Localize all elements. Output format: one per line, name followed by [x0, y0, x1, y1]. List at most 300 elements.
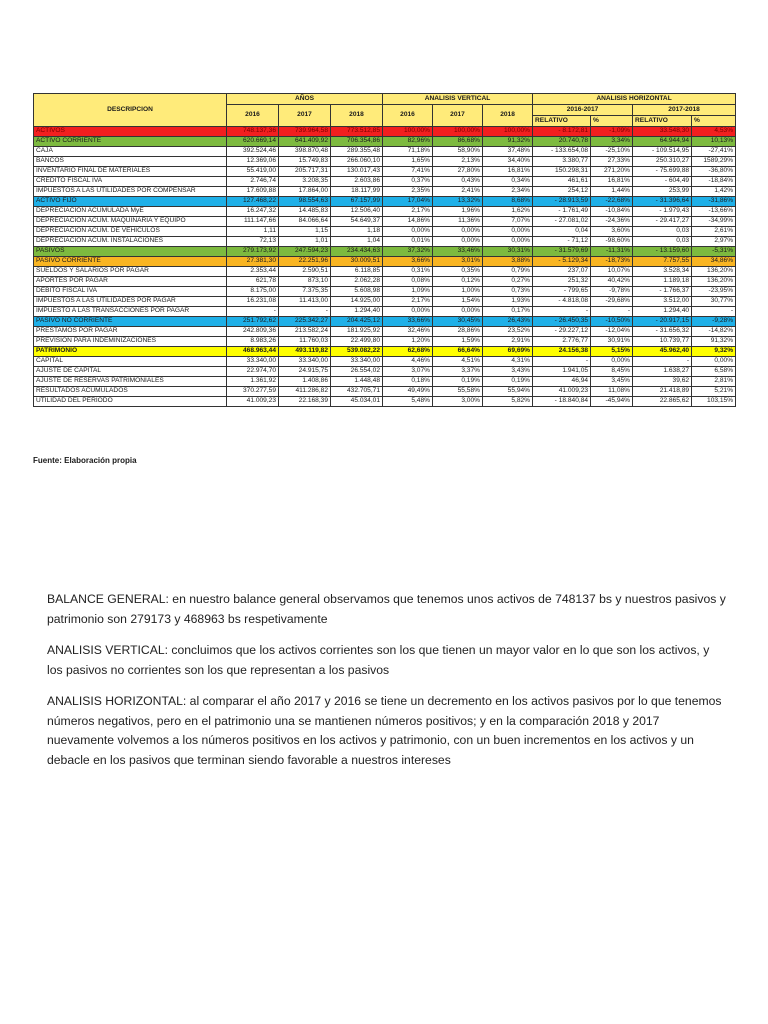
table-cell: 411.286,82 — [279, 387, 331, 397]
table-cell: 27,80% — [433, 167, 483, 177]
table-cell: 1,62% — [483, 207, 533, 217]
table-cell: 289.355,48 — [331, 147, 383, 157]
table-cell: 1,93% — [483, 297, 533, 307]
table-cell: -34,99% — [692, 217, 736, 227]
table-cell: - 133.654,08 — [533, 147, 591, 157]
row-label: ACTIVO CORRIENTE — [34, 137, 227, 147]
table-cell: 45.034,01 — [331, 397, 383, 407]
header-period-2017-2018: 2017-2018 — [633, 105, 736, 116]
table-cell: 67.157,99 — [331, 197, 383, 207]
table-cell: 6,58% — [692, 367, 736, 377]
table-cell: 30,31% — [483, 247, 533, 257]
table-cell: 55,58% — [433, 387, 483, 397]
table-cell: 370.277,59 — [227, 387, 279, 397]
row-label: ACTIVO FIJO — [34, 197, 227, 207]
table-cell: 2,91% — [483, 337, 533, 347]
table-cell: 3,37% — [433, 367, 483, 377]
table-row — [34, 137, 736, 147]
table-cell: 1.294,40 — [331, 307, 383, 317]
row-label: DEPRECIACION ACUM. INSTALACIONES — [34, 237, 227, 247]
header-anos: AÑOS — [227, 94, 383, 105]
table-row — [34, 307, 736, 317]
table-cell: 242.809,36 — [227, 327, 279, 337]
table-cell: - 29.417,27 — [633, 217, 692, 227]
table-cell: 24.915,75 — [279, 367, 331, 377]
table-cell: 39,62 — [633, 377, 692, 387]
table-cell: 213.582,24 — [279, 327, 331, 337]
table-cell: 127.468,22 — [227, 197, 279, 207]
table-cell: 37,48% — [483, 147, 533, 157]
table-cell: 14.925,00 — [331, 297, 383, 307]
table-row — [34, 197, 736, 207]
table-cell: 22.499,80 — [331, 337, 383, 347]
row-label: IMPUESTOS A LAS UTILIDADES POR PAGAR — [34, 297, 227, 307]
table-cell: -10,84% — [591, 207, 633, 217]
table-cell: 1,65% — [383, 157, 433, 167]
table-cell: 17.609,88 — [227, 187, 279, 197]
table-cell: 3,88% — [483, 257, 533, 267]
table-cell: 1,42% — [692, 187, 736, 197]
table-cell: 2.776,77 — [533, 337, 591, 347]
row-label: CREDITO FISCAL IVA — [34, 177, 227, 187]
table-cell: 2,97% — [692, 237, 736, 247]
table-cell: 5,48% — [383, 397, 433, 407]
table-cell: 0,31% — [383, 267, 433, 277]
row-label: INVENTARIO FINAL DE MATERIALES — [34, 167, 227, 177]
table-cell: -23,95% — [692, 287, 736, 297]
table-cell: 432.705,71 — [331, 387, 383, 397]
table-cell: 0,19% — [483, 377, 533, 387]
table-cell: - 71,12 — [533, 237, 591, 247]
table-cell: 0,08% — [383, 277, 433, 287]
table-row — [34, 227, 736, 237]
table-cell: -12,04% — [591, 327, 633, 337]
table-cell: 1,59% — [433, 337, 483, 347]
table-cell: 5,15% — [591, 347, 633, 357]
table-cell: 2,34% — [483, 187, 533, 197]
table-cell: 55.419,00 — [227, 167, 279, 177]
table-cell: 461,61 — [533, 177, 591, 187]
table-cell: 34,86% — [692, 257, 736, 267]
table-cell: 23,52% — [483, 327, 533, 337]
table-cell: 0,00% — [483, 227, 533, 237]
table-cell: - 20.917,15 — [633, 317, 692, 327]
table-cell: 40,42% — [591, 277, 633, 287]
table-cell: 24.156,38 — [533, 347, 591, 357]
table-row — [34, 327, 736, 337]
table-cell: 12.506,40 — [331, 207, 383, 217]
table-cell: - 13.159,60 — [633, 247, 692, 257]
table-cell: - 8.172,81 — [533, 127, 591, 137]
row-label: ACTIVOS — [34, 127, 227, 137]
table-cell: 55,94% — [483, 387, 533, 397]
table-cell: 33,46% — [433, 247, 483, 257]
table-cell: -10,50% — [591, 317, 633, 327]
table-cell: 620.669,14 — [227, 137, 279, 147]
table-cell: 1.941,05 — [533, 367, 591, 377]
table-cell: 0,27% — [483, 277, 533, 287]
table-row — [34, 217, 736, 227]
table-row — [34, 267, 736, 277]
source-note: Fuente: Elaboración propia — [33, 456, 137, 465]
table-cell: 15.749,83 — [279, 157, 331, 167]
table-cell: 28,86% — [433, 327, 483, 337]
table-cell: 18.117,99 — [331, 187, 383, 197]
table-cell: 3,66% — [383, 257, 433, 267]
table-cell: 0,00% — [433, 227, 483, 237]
table-cell: 7,41% — [383, 167, 433, 177]
table-cell: 1589,29% — [692, 157, 736, 167]
table-cell: - — [533, 307, 591, 317]
table-cell: 136,20% — [692, 277, 736, 287]
table-cell: 8.983,26 — [227, 337, 279, 347]
paragraph-analisis-horizontal: ANALISIS HORIZONTAL: al comparar el año 2017 y 2016 se tiene un decremento en los activos pasivos por lo que tenemos números negativos, pero en el patrimonio una se mantienen números positivos; y en la comparación 2018 y 2017 nuevamente volvemos a los números positivos en los activos y patrimonio, con un buen incrementos en los activos y un debacle en los pasivos que terminan siendo favorable a nuestros intereses — [47, 694, 722, 767]
table-cell: 2.062,28 — [331, 277, 383, 287]
table-row — [34, 167, 736, 177]
table-cell: 37,32% — [383, 247, 433, 257]
row-label: PASIVOS — [34, 247, 227, 257]
table-cell: 58,90% — [433, 147, 483, 157]
table-cell: 41.009,23 — [227, 397, 279, 407]
table-cell: 69,69% — [483, 347, 533, 357]
table-cell: 3,07% — [383, 367, 433, 377]
row-label: IMPUESTO A LAS TRANSACCIONES POR PAGAR — [34, 307, 227, 317]
table-cell: 33.340,00 — [227, 357, 279, 367]
table-cell: 2,81% — [692, 377, 736, 387]
table-cell: 748.137,36 — [227, 127, 279, 137]
table-cell: 0,00% — [692, 357, 736, 367]
table-cell: 4,46% — [383, 357, 433, 367]
table-cell: -11,31% — [591, 247, 633, 257]
table-cell: 33,66% — [383, 317, 433, 327]
table-cell: 2.590,51 — [279, 267, 331, 277]
table-cell: 103,15% — [692, 397, 736, 407]
table-cell: -9,78% — [591, 287, 633, 297]
table-cell: -27,41% — [692, 147, 736, 157]
table-row — [34, 277, 736, 287]
row-label: PASIVO CORRIENTE — [34, 257, 227, 267]
table-cell: 0,03 — [633, 227, 692, 237]
table-cell: 71,18% — [383, 147, 433, 157]
table-cell: 16.231,08 — [227, 297, 279, 307]
table-cell: 30.009,51 — [331, 257, 383, 267]
table-cell: 22.865,62 — [633, 397, 692, 407]
table-cell: 9,32% — [692, 347, 736, 357]
table-cell: 20.740,78 — [533, 137, 591, 147]
header-pct: % — [692, 116, 736, 127]
table-cell: 205.717,31 — [279, 167, 331, 177]
table-cell: 130.017,43 — [331, 167, 383, 177]
table-cell: 30,45% — [433, 317, 483, 327]
table-cell: 1,00% — [433, 287, 483, 297]
table-cell: 266.060,10 — [331, 157, 383, 167]
header-relativo: RELATIVO — [533, 116, 591, 127]
table-row — [34, 147, 736, 157]
table-cell: 279.173,92 — [227, 247, 279, 257]
table-cell: 72,13 — [227, 237, 279, 247]
row-label: DEPRECIACION ACUM. MAQUINARIA Y EQUIPO — [34, 217, 227, 227]
table-cell: - 604,49 — [633, 177, 692, 187]
table-cell: 0,18% — [383, 377, 433, 387]
table-cell: 251,32 — [533, 277, 591, 287]
table-cell: - 28.913,59 — [533, 197, 591, 207]
table-row — [34, 297, 736, 307]
header-analisis-vertical: ANALISIS VERTICAL — [383, 94, 533, 105]
table-cell: 1,11 — [227, 227, 279, 237]
table-cell: 4,51% — [433, 357, 483, 367]
table-cell: 3,01% — [433, 257, 483, 267]
table-row — [34, 377, 736, 387]
table-cell: 91,32% — [483, 137, 533, 147]
row-label: BANCOS — [34, 157, 227, 167]
table-cell: 3,34% — [591, 137, 633, 147]
row-label: IMPUESTOS A LAS UTILIDADES POR COMPENSAR — [34, 187, 227, 197]
table-row — [34, 127, 736, 137]
table-cell: 7.375,35 — [279, 287, 331, 297]
paragraph-analisis-vertical: ANALISIS VERTICAL: concluimos que los activos corrientes son los que tienen un mayor valor en lo que son los activos, y los pasivos no corrientes son los que representan a los pasivos — [47, 643, 710, 677]
row-label: CAPITAL — [34, 357, 227, 367]
table-cell: 1,20% — [383, 337, 433, 347]
table-cell: 204.425,12 — [331, 317, 383, 327]
table-cell: - 75.699,88 — [633, 167, 692, 177]
table-cell: 22.168,39 — [279, 397, 331, 407]
table-cell: 8,68% — [483, 197, 533, 207]
table-cell: 8,45% — [591, 367, 633, 377]
table-cell: 14.485,83 — [279, 207, 331, 217]
table-cell: 1.361,92 — [227, 377, 279, 387]
table-cell: 392.524,46 — [227, 147, 279, 157]
table-cell: -13,66% — [692, 207, 736, 217]
paragraph-balance-general: BALANCE GENERAL: en nuestro balance general observamos que tenemos unos activos de 748137 bs y nuestros pasivos y patrimonio son 279173 y 468963 bs respetivamente — [47, 592, 726, 626]
table-cell: - — [591, 307, 633, 317]
table-cell: 27.381,30 — [227, 257, 279, 267]
table-cell: 26,43% — [483, 317, 533, 327]
table-cell: - 1.766,37 — [633, 287, 692, 297]
table-cell: 0,34% — [483, 177, 533, 187]
table-cell: 14,86% — [383, 217, 433, 227]
table-cell: 0,19% — [433, 377, 483, 387]
table-cell: 0,73% — [483, 287, 533, 297]
table-cell: 11.760,03 — [279, 337, 331, 347]
table-cell: -5,31% — [692, 247, 736, 257]
table-cell: 3.528,34 — [633, 267, 692, 277]
table-cell: -9,28% — [692, 317, 736, 327]
table-cell: 0,79% — [483, 267, 533, 277]
table-cell: - — [279, 307, 331, 317]
table-row — [34, 357, 736, 367]
table-row — [34, 187, 736, 197]
table-cell: 54.649,37 — [331, 217, 383, 227]
table-cell: 33.340,00 — [279, 357, 331, 367]
table-cell: 84.066,64 — [279, 217, 331, 227]
table-cell: 0,00% — [591, 357, 633, 367]
header-period-2016-2017: 2016-2017 — [533, 105, 633, 116]
table-cell: 17.864,00 — [279, 187, 331, 197]
table-cell: -29,68% — [591, 297, 633, 307]
table-cell: 539.082,22 — [331, 347, 383, 357]
table-cell: 32,46% — [383, 327, 433, 337]
table-cell: 0,12% — [433, 277, 483, 287]
table-cell: 0,00% — [433, 307, 483, 317]
table-cell: 100,00% — [383, 127, 433, 137]
table-cell: 11.413,00 — [279, 297, 331, 307]
header-year-2018: 2018 — [331, 105, 383, 127]
table-cell: 254,12 — [533, 187, 591, 197]
table-row — [34, 347, 736, 357]
table-cell: 237,07 — [533, 267, 591, 277]
table-cell: -25,10% — [591, 147, 633, 157]
row-label: AJUSTE DE RESERVAS PATRIMONIALES — [34, 377, 227, 387]
table-cell: 12.369,06 — [227, 157, 279, 167]
table-cell: 33.548,30 — [633, 127, 692, 137]
table-cell: 10.739,77 — [633, 337, 692, 347]
table-cell: 3.208,35 — [279, 177, 331, 187]
row-label: UTILIDAD DEL PERIODO — [34, 397, 227, 407]
table-cell: - 1.979,43 — [633, 207, 692, 217]
table-cell: 62,68% — [383, 347, 433, 357]
table-cell: 1.408,86 — [279, 377, 331, 387]
table-cell: - 18.840,84 — [533, 397, 591, 407]
table-cell: 1.448,48 — [331, 377, 383, 387]
table-cell: - 109.514,95 — [633, 147, 692, 157]
table-cell: 1,04 — [331, 237, 383, 247]
table-cell: 2,13% — [433, 157, 483, 167]
table-cell: 2.353,44 — [227, 267, 279, 277]
table-cell: 98.554,63 — [279, 197, 331, 207]
table-cell: 641.409,92 — [279, 137, 331, 147]
table-cell: -1,09% — [591, 127, 633, 137]
table-row — [34, 337, 736, 347]
table-row — [34, 157, 736, 167]
table-cell: 17,04% — [383, 197, 433, 207]
table-cell: - 31.656,32 — [633, 327, 692, 337]
table-cell: 5.608,98 — [331, 287, 383, 297]
table-row — [34, 247, 736, 257]
row-label: DEBITO FISCAL IVA — [34, 287, 227, 297]
table-cell: 0,35% — [433, 267, 483, 277]
table-cell: -18,84% — [692, 177, 736, 187]
table-cell: 225.342,27 — [279, 317, 331, 327]
table-cell: 0,04 — [533, 227, 591, 237]
table-cell: 3,45% — [591, 377, 633, 387]
table-cell: 1,54% — [433, 297, 483, 307]
table-row — [34, 287, 736, 297]
row-label: PATRIMONIO — [34, 347, 227, 357]
table-cell: 0,00% — [383, 307, 433, 317]
table-cell: 2,17% — [383, 207, 433, 217]
table-cell: 10,07% — [591, 267, 633, 277]
table-cell: 111.147,66 — [227, 217, 279, 227]
table-cell: -98,60% — [591, 237, 633, 247]
table-cell: 250.310,27 — [633, 157, 692, 167]
table-cell: 16,81% — [483, 167, 533, 177]
table-cell: 1,09% — [383, 287, 433, 297]
row-label: PASIVO NO CORRIENTE — [34, 317, 227, 327]
table-cell: - — [692, 307, 736, 317]
table-cell: 33.340,00 — [331, 357, 383, 367]
header-analisis-horizontal: ANALISIS HORIZONTAL — [533, 94, 736, 105]
table-cell: 27,33% — [591, 157, 633, 167]
table-cell: - — [533, 357, 591, 367]
table-cell: 1.189,18 — [633, 277, 692, 287]
table-cell: 34,40% — [483, 157, 533, 167]
table-cell: 0,03 — [633, 237, 692, 247]
table-cell: 3,43% — [483, 367, 533, 377]
table-row — [34, 177, 736, 187]
table-cell: 16.247,32 — [227, 207, 279, 217]
table-cell: 21.418,89 — [633, 387, 692, 397]
table-cell: 0,17% — [483, 307, 533, 317]
table-row — [34, 387, 736, 397]
table-cell: 706.354,86 — [331, 137, 383, 147]
table-cell: -36,80% — [692, 167, 736, 177]
table-cell: 0,00% — [433, 237, 483, 247]
table-cell: 1,18 — [331, 227, 383, 237]
header-vertical-2016: 2016 — [383, 105, 433, 127]
table-cell: 86,68% — [433, 137, 483, 147]
table-row — [34, 317, 736, 327]
table-cell: 6.118,85 — [331, 267, 383, 277]
table-cell: 66,64% — [433, 347, 483, 357]
table-cell: - 4.818,08 — [533, 297, 591, 307]
table-cell: 2,41% — [433, 187, 483, 197]
analysis-text — [47, 590, 727, 782]
table-cell: 7.757,55 — [633, 257, 692, 267]
table-cell: 1,44% — [591, 187, 633, 197]
table-cell: 150.298,31 — [533, 167, 591, 177]
table-cell: - 31.579,69 — [533, 247, 591, 257]
table-row — [34, 207, 736, 217]
table-cell: - — [227, 307, 279, 317]
table-cell: 0,43% — [433, 177, 483, 187]
table-cell: - 27.081,02 — [533, 217, 591, 227]
table-cell: 251.792,62 — [227, 317, 279, 327]
table-cell: 16,81% — [591, 177, 633, 187]
row-label: PRESTAMOS POR PAGAR — [34, 327, 227, 337]
table-row — [34, 367, 736, 377]
table-cell: 8.175,00 — [227, 287, 279, 297]
table-cell: 0,01% — [383, 237, 433, 247]
table-cell: 1.638,27 — [633, 367, 692, 377]
table-cell: - 5.129,34 — [533, 257, 591, 267]
table-cell: 82,96% — [383, 137, 433, 147]
header-vertical-2018: 2018 — [483, 105, 533, 127]
row-label: DEPRECIACION ACUM. DE VEHICULOS — [34, 227, 227, 237]
table-cell: 271,20% — [591, 167, 633, 177]
row-label: APORTES POR PAGAR — [34, 277, 227, 287]
table-cell: 873,10 — [279, 277, 331, 287]
table-cell: 30,91% — [591, 337, 633, 347]
table-cell: 253,99 — [633, 187, 692, 197]
table-cell: 0,00% — [383, 227, 433, 237]
table-cell: 468.963,44 — [227, 347, 279, 357]
header-year-2017: 2017 — [279, 105, 331, 127]
table-cell: -14,82% — [692, 327, 736, 337]
table-cell: 0,37% — [383, 177, 433, 187]
table-cell: 30,77% — [692, 297, 736, 307]
table-cell: 13,32% — [433, 197, 483, 207]
table-cell: -45,94% — [591, 397, 633, 407]
table-cell: 1,15 — [279, 227, 331, 237]
row-label: RESULTADOS ACUMULADOS — [34, 387, 227, 397]
table-cell: 493.119,82 — [279, 347, 331, 357]
row-label: CAJA — [34, 147, 227, 157]
table-cell: 3,60% — [591, 227, 633, 237]
table-cell: 7,07% — [483, 217, 533, 227]
header-relativo: RELATIVO — [633, 116, 692, 127]
table-cell: 5,82% — [483, 397, 533, 407]
table-cell: 136,20% — [692, 267, 736, 277]
